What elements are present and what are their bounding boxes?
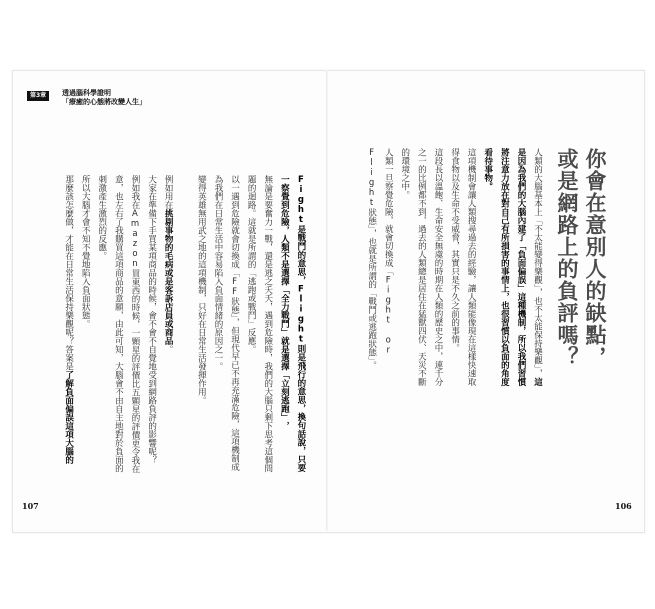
left-p1-c: 這就是所謂的「逃跑或戰鬥」反應。 <box>246 217 257 354</box>
left-page-body <box>60 175 309 475</box>
left-p3-text: 變得英雄無用武之地的這項機制，只好在日常生活發揮作用。 <box>196 175 207 405</box>
left-p6-text: 那麼該怎麼做，才能在日常生活保持樂觀呢？答案是 <box>63 175 74 371</box>
left-p1-bold-a: Fight是戰鬥的意思，Flight則是飛行的意思，換句話說，只要一察覺到危險，人類不是選擇「全力戰鬥」就是選擇「立刻逃跑」， <box>279 175 306 472</box>
page-title: 你會在意別人的缺點， 或是網路上的負評嗎？ <box>555 148 607 368</box>
left-p2-text: 以一遇到危險就會切換成「FF狀態」，但現代早已不再充滿危險，這項機制成為我們在日常生活中容易陷入負面情緒的原因之一。 <box>212 175 240 472</box>
chapter-tag: 第3章 <box>27 91 49 101</box>
page-number-right: 106 <box>615 501 632 511</box>
left-p6-bold: 了解負面偏誤這項大腦的 <box>63 370 74 464</box>
right-p1-bold: 這是因為我們的大腦內建了「負面偏誤」這種機制，所以我們習慣將注意力放在對自己有所損害的事情上，也很習慣以負面的角度看待事物。 <box>482 148 543 386</box>
chapter-title-line1: 透過腦科學證明 <box>62 89 111 97</box>
book-gutter <box>326 70 328 531</box>
left-p4-text: 例如用在 <box>163 175 174 209</box>
page-number-left: 107 <box>22 501 39 511</box>
right-page-body <box>363 148 546 386</box>
left-p5-text: 大家在準備下手買某項商品的時候，會不會不自覺地受到網路負評的影響呢？ 例如我在Amazon買東西的時候，一顆星的評價比五顆星的評價更令我在意，也左右了我購買這項商品的意願，由此可知，大腦會不由自主地對於負面的刺激產生激烈的反應。 所以大腦才會不知不覺地陷入負面狀態。 <box>80 175 157 473</box>
left-p1-text: 無論是要奮力一戰，還是逃之夭夭，遇到危險時，我們的大腦只剩下思考這個問題的迴路。 <box>246 175 273 473</box>
right-p2-text: 這項機制會讓人類搜尋過去的經驗，讓人類能像現在這樣快速取得食物以及生命不受威脅，其實只是不久之前的事情。 這段長以溫飽、生命安全無虞的時期在人類的歷史之中，連千分之一的比例都不到，過去的人類總是居住在猛獸四伏、天災不斷的環境之中。 人類一旦察覺危險，就會切換成「Fight or Flight狀態」，也就是所謂的「戰鬥或逃跑狀態」。 <box>366 148 477 386</box>
left-p4-bold: 挑剔事物的毛病或是客訴店員或商品 <box>163 209 174 345</box>
chapter-title <box>62 89 146 107</box>
right-p1-text: 人類的大腦基本上「不太能變得樂觀」，也不太能保持樂觀」， <box>532 148 543 378</box>
left-p4-end: 。 <box>163 345 174 354</box>
chapter-title-line2: 「療癒的心態將改變人生」 <box>62 98 146 106</box>
